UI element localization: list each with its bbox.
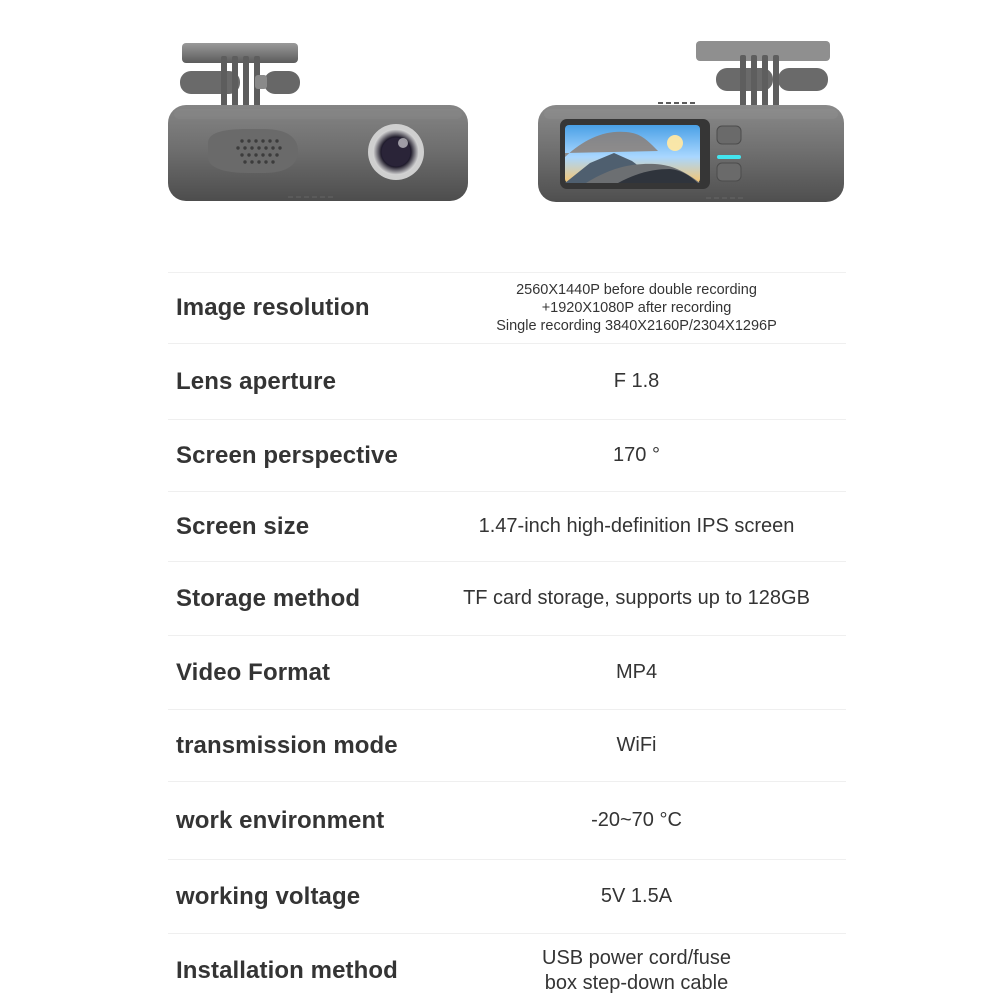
- spec-value: F 1.8: [613, 370, 660, 392]
- spec-label: Screen perspective: [176, 441, 398, 469]
- spec-row-storage-method: [168, 562, 846, 636]
- spec-value-line: Single recording 3840X2160P/2304X1296P: [496, 318, 777, 335]
- spec-row-transmission-mode: [168, 710, 846, 782]
- spec-value-line: box step-down cable: [544, 972, 729, 994]
- dash-cam-back-image: [530, 35, 860, 220]
- spec-table: [168, 272, 846, 1008]
- spec-value: 1.47-inch high-definition IPS screen: [478, 515, 795, 537]
- spec-value: 5V 1.5A: [600, 885, 673, 907]
- dash-cam-back-illustration: [530, 35, 860, 220]
- spec-row-image-resolution: [168, 272, 846, 344]
- spec-row-lens-aperture: [168, 344, 846, 420]
- spec-label: transmission mode: [176, 731, 398, 759]
- spec-label: Storage method: [176, 584, 361, 612]
- dash-cam-front-image: [160, 35, 480, 220]
- spec-label: Image resolution: [176, 294, 370, 321]
- spec-row-video-format: [168, 636, 846, 710]
- spec-label: Installation method: [176, 957, 398, 984]
- spec-value: [431, 946, 846, 996]
- spec-label: Lens aperture: [176, 367, 337, 395]
- spec-row-working-voltage: [168, 860, 846, 934]
- spec-row-screen-size: [168, 492, 846, 562]
- spec-value: -20~70 °C: [591, 809, 682, 831]
- spec-label: Video Format: [176, 658, 331, 686]
- spec-label: Screen size: [176, 512, 310, 540]
- spec-row-screen-perspective: [168, 420, 846, 492]
- spec-row-installation-method: [168, 934, 846, 1008]
- spec-value: [431, 281, 846, 335]
- spec-value: MP4: [615, 661, 658, 683]
- spec-value: WiFi: [616, 734, 657, 756]
- spec-value: TF card storage, supports up to 128GB: [463, 587, 810, 609]
- spec-value-line: +1920X1080P after recording: [541, 299, 732, 316]
- spec-row-work-environment: [168, 782, 846, 860]
- dash-cam-front-illustration: [160, 35, 480, 220]
- spec-value: 170 °: [613, 444, 660, 466]
- spec-value-line: 2560X1440P before double recording: [516, 281, 757, 298]
- spec-label: work environment: [176, 806, 385, 834]
- spec-value-line: USB power cord/fuse: [542, 947, 731, 969]
- spec-label: working voltage: [176, 882, 361, 910]
